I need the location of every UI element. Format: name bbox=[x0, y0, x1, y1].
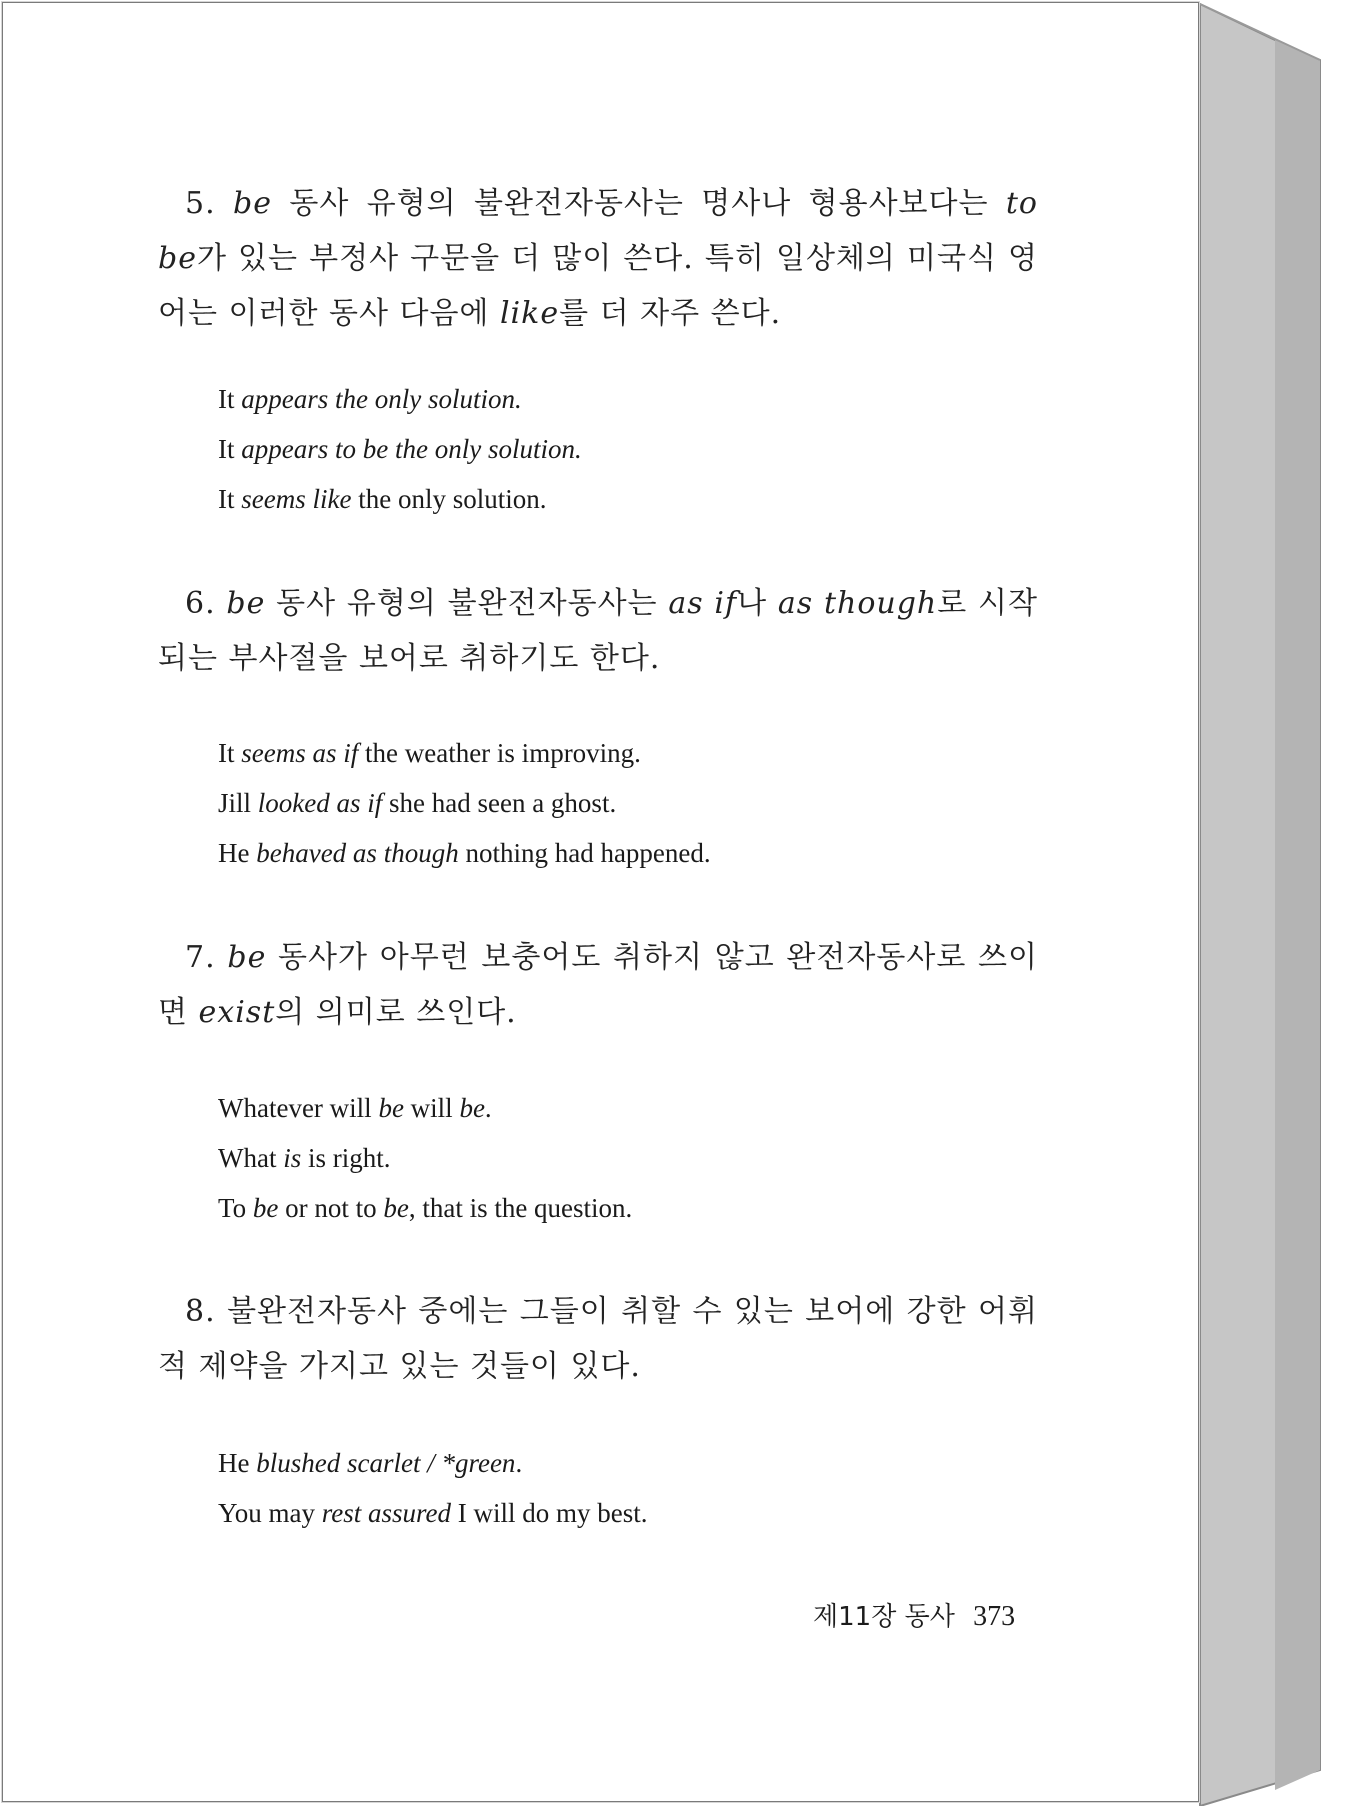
chapter-title: 제11장 동사 bbox=[813, 1602, 955, 1632]
page-number: 373 bbox=[973, 1601, 1016, 1632]
section-7-number: 7. bbox=[185, 940, 216, 975]
example-sentence: What is is right. bbox=[218, 1143, 391, 1173]
section-8-examples bbox=[218, 1438, 648, 1538]
example-sentence: It appears to be the only solution. bbox=[218, 434, 582, 464]
section-5-paragraph bbox=[158, 176, 1038, 341]
section-6-paragraph bbox=[158, 576, 1038, 686]
example-sentence: Jill looked as if she had seen a ghost. bbox=[218, 788, 617, 818]
section-7-examples bbox=[218, 1083, 632, 1233]
section-5-text: be 동사 유형의 불완전자동사는 명사나 형용사보다는 to be가 있는 부정사 구문을 더 많이 쓴다. 특히 일상체의 미국식 영어는 이러한 동사 다음에 like를 더 자주 쓴다. bbox=[158, 186, 1038, 331]
page-footer bbox=[813, 1596, 1015, 1633]
example-sentence: To be or not to be, that is the question. bbox=[218, 1193, 633, 1223]
example-sentence: It appears the only solution. bbox=[218, 384, 522, 414]
example-sentence: He behaved as though nothing had happened. bbox=[218, 838, 711, 868]
example-sentence: Whatever will be will be. bbox=[218, 1093, 492, 1123]
book-edge bbox=[1190, 0, 1357, 1806]
example-sentence: You may rest assured I will do my best. bbox=[218, 1498, 648, 1528]
section-7-text: be 동사가 아무런 보충어도 취하지 않고 완전자동사로 쓰이면 exist의 의미로 쓰인다. bbox=[158, 940, 1038, 1030]
section-5-examples bbox=[218, 374, 582, 524]
example-sentence: It seems like the only solution. bbox=[218, 484, 547, 514]
example-sentence: It seems as if the weather is improving. bbox=[218, 738, 641, 768]
section-8-text: 불완전자동사 중에는 그들이 취할 수 있는 보어에 강한 어휘적 제약을 가지고 있는 것들이 있다. bbox=[158, 1294, 1038, 1384]
section-6-text: be 동사 유형의 불완전자동사는 as if나 as though로 시작되는 부사절을 보어로 취하기도 한다. bbox=[158, 586, 1038, 676]
example-sentence: He blushed scarlet / *green. bbox=[218, 1448, 523, 1478]
section-5-number: 5. bbox=[185, 186, 216, 221]
section-7-paragraph bbox=[158, 930, 1038, 1040]
section-6-number: 6. bbox=[185, 586, 216, 621]
section-8-number: 8. bbox=[185, 1294, 216, 1329]
section-6-examples bbox=[218, 728, 711, 878]
section-8-paragraph bbox=[158, 1284, 1038, 1394]
